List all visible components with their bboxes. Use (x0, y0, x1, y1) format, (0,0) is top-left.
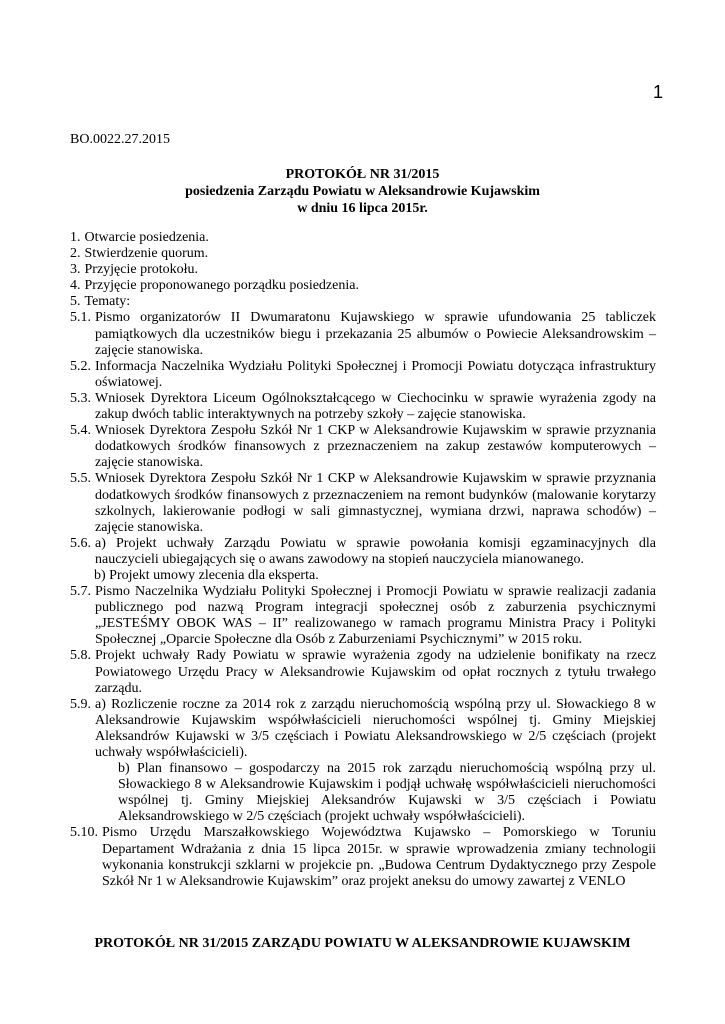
agenda-item-text: Projekt uchwały Rady Powiatu w sprawie wyrażenia zgody na udzielenie bonifikaty na rzecz Powiatowego Urzędu Pracy w Aleksandrowie Kujawskim od opłat rocznych z tytułu trwałego zarządu. (95, 648, 656, 696)
agenda-item-number: 5.5. (70, 471, 91, 487)
agenda-item-number: 5.3. (70, 390, 91, 406)
agenda-item-text: Przyjęcie protokołu. (84, 262, 199, 278)
agenda-list (70, 230, 656, 890)
agenda-item-number: 3. (70, 262, 81, 278)
agenda-item-number: 5.10. (70, 825, 98, 841)
agenda-item-text: Informacja Naczelnika Wydziału Polityki Społecznej i Promocji Powiatu dotycząca infrastruktury oświatowej. (95, 358, 656, 390)
agenda-item-3 (70, 262, 656, 278)
agenda-item-number: 2. (70, 246, 81, 262)
agenda-item-number: 5.9. (70, 696, 91, 712)
page-number: 1 (652, 82, 663, 102)
agenda-item-number: 1. (70, 230, 81, 245)
agenda-item-number: 5. (70, 294, 81, 310)
agenda-item-text: Wniosek Dyrektora Liceum Ogólnokształcącego w Ciechocinku w sprawie wyrażenia zgody na zakup dwóch tablic interaktywnych na potrzeby szkoły – zajęcie stanowiska. (95, 390, 656, 423)
title-line-3: w dniu 16 lipca 2015r. (297, 201, 428, 216)
agenda-item-5-3 (70, 391, 656, 423)
agenda-item-number: 5.4. (70, 423, 91, 439)
document-title (0, 166, 725, 217)
agenda-item-number: 5.6. (70, 535, 91, 551)
agenda-item-5-5 (70, 471, 656, 535)
agenda-subitem-b: b) Plan finansowo – gospodarczy na 2015 rok zarządu nieruchomością wspólną przy ul. Słowackiego 8 w Aleksandrowie Kujawskim i podjął uchwałę współwłaścicieli nieruchomości wspólnej tj. Gminy Miejskiej Aleksandrów Kujawski w 3/5 częściach i Powiatu Aleksandrowskiego w 2/5 częściach (projekt uchwały współwłaścicieli). (118, 761, 656, 825)
agenda-item-text: Otwarcie posiedzenia. (84, 230, 209, 245)
agenda-item-4 (70, 278, 656, 294)
agenda-item-5-2 (70, 359, 656, 391)
agenda-item-5-1 (70, 310, 656, 358)
agenda-item-text: Przyjęcie proponowanego porządku posiedzenia. (84, 278, 359, 294)
agenda-subitem-a: a) Rozliczenie roczne za 2014 rok z zarządu nieruchomością wspólną przy ul. Słowackiego 8 w Aleksandrowie Kujawskim współwłaścicieli nieruchomości wspólnej tj. Gminy Miejskiej Aleksandrów Kujawski w 3/5 częściach i Powiatu Aleksandrowskiego w 2/5 częściach (projekt uchwały współwłaścicieli). (95, 696, 656, 760)
agenda-item-body (95, 697, 656, 826)
agenda-item-text: Pismo organizatorów II Dwumaratonu Kujawskiego w sprawie ufundowania 25 tabliczek pamiątkowych dla uczestników biegu i przekazania 25 albumów o Powiecie Aleksandrowskim – zajęcie stanowiska. (95, 310, 656, 358)
agenda-item-5-4 (70, 423, 656, 471)
agenda-item-number: 5.2. (70, 358, 91, 374)
page-footer: PROTOKÓŁ NR 31/2015 ZARZĄDU POWIATU W ALEKSANDROWIE KUJAWSKIM (94, 936, 631, 951)
agenda-item-5 (70, 294, 656, 310)
agenda-item-text: Wniosek Dyrektora Zespołu Szkół Nr 1 CKP w Aleksandrowie Kujawskim w sprawie przyznania dodatkowych środków finansowych z przeznaczeniem na zakup zestawów komputerowych – zajęcie stanowiska. (95, 423, 656, 471)
agenda-item-5-9 (70, 697, 656, 826)
agenda-item-text: a) Projekt uchwały Zarządu Powiatu w sprawie powołania komisji egzaminacyjnych dla nauczycieli ubiegających się o awans zawodowy na stopień nauczyciela mianowanego. (95, 535, 656, 567)
document-reference: BO.0022.27.2015 (70, 132, 170, 147)
agenda-item-text: Stwierdzenie quorum. (84, 246, 209, 262)
agenda-item-5-6 (70, 536, 656, 568)
agenda-item-text: Wniosek Dyrektora Zespołu Szkół Nr 1 CKP w Aleksandrowie Kujawskim w sprawie przyznania dodatkowych środków finansowych z przeznaczeniem na remont budynków (malowanie korytarzy szkolnych, lakierowanie podłogi w sali gimnastycznej, wymiana drzwi, naprawa schodów) – zajęcie stanowiska. (95, 471, 656, 535)
agenda-item-number: 5.8. (70, 648, 91, 664)
title-line-2: posiedzenia Zarządu Powiatu w Aleksandrowie Kujawskim (185, 184, 540, 199)
agenda-item-text: Pismo Urzędu Marszałkowskiego Województwa Kujawsko – Pomorskiego w Toruniu Departament Wdrażania z dnia 15 lipca 2015r. w sprawie wprowadzenia zmiany technologii wykonania konstrukcji szklarni w projekcie pn. „Budowa Centrum Dydaktycznego przy Zespole Szkół Nr 1 w Aleksandrowie Kujawskim” oraz projekt aneksu do umowy zawartej z VENLO (102, 825, 656, 889)
agenda-subitem-b: b) Projekt umowy zlecenia dla eksperta. (94, 567, 319, 583)
agenda-item-5-7 (70, 584, 656, 648)
agenda-item-text: Tematy: (84, 294, 131, 310)
agenda-item-text: Pismo Naczelnika Wydziału Polityki Społecznej i Promocji Powiatu w sprawie realizacji zadania publicznego pod nazwą Program integracji społecznej osób z zaburzenia psychicznymi „JESTEŚMY OBOK WAS – II” realizowanego w ramach programu Ministra Pracy i Polityki Społecznej „Oparcie Społeczne dla Osób z Zaburzeniami Psychicznymi” w 2015 roku. (95, 584, 656, 648)
agenda-item-number: 5.1. (70, 310, 91, 326)
agenda-item-number: 5.7. (70, 584, 91, 600)
agenda-item-2 (70, 246, 656, 262)
title-line-1: PROTOKÓŁ NR 31/2015 (285, 167, 440, 182)
agenda-item-1 (70, 230, 656, 246)
agenda-item-number: 4. (70, 278, 81, 294)
agenda-item-5-8 (70, 648, 656, 696)
agenda-item-5-10 (70, 825, 656, 889)
